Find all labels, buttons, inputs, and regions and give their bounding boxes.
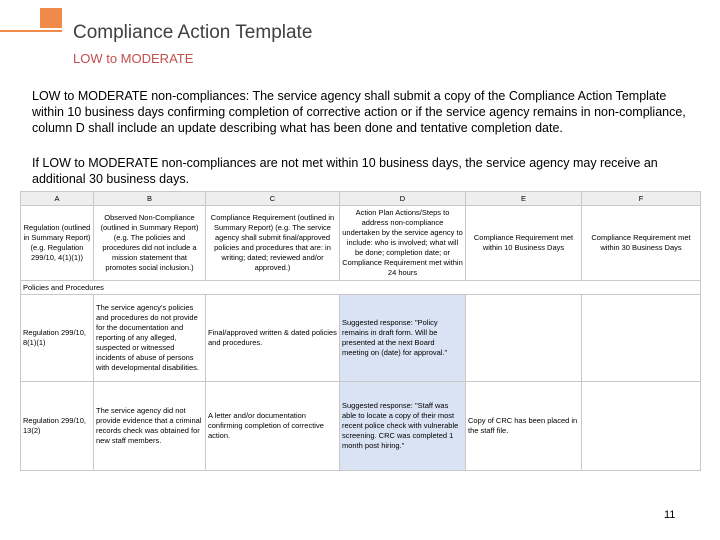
- section-label: Policies and Procedures: [21, 281, 701, 295]
- column-letter: B: [94, 192, 206, 206]
- cell-observed: The service agency did not provide evidence that a criminal records check was obtained for new staff members.: [94, 382, 206, 471]
- cell-action-plan[interactable]: Suggested response: "Policy remains in draft form. Will be presented at the next Board meeting on (date) for approval.": [340, 295, 466, 382]
- column-letter-row: [21, 192, 701, 206]
- cell-met-30-days[interactable]: [582, 295, 701, 382]
- column-letter: C: [206, 192, 340, 206]
- cell-met-10-days[interactable]: Copy of CRC has been placed in the staff file.: [466, 382, 582, 471]
- header-observed-non-compliance: Observed Non-Compliance (outlined in Summary Report) (e.g. The policies and procedures did not include a mission statement that promotes social inclusion.): [94, 206, 206, 281]
- accent-line: [0, 30, 62, 32]
- cell-met-30-days[interactable]: [582, 382, 701, 471]
- section-row: [21, 281, 701, 295]
- cell-met-10-days[interactable]: [466, 295, 582, 382]
- header-regulation: Regulation (outlined in Summary Report) (e.g. Regulation 299/10, 4(1)(1)): [21, 206, 94, 281]
- cell-requirement: Final/approved written & dated policies and procedures.: [206, 295, 340, 382]
- header-met-30-days: Compliance Requirement met within 30 Business Days: [582, 206, 701, 281]
- cell-action-plan[interactable]: Suggested response: "Staff was able to locate a copy of their most recent police check with vulnerable screening. CRC was completed 1 month post hiring.": [340, 382, 466, 471]
- header-action-plan: Action Plan Actions/Steps to address non-compliance undertaken by the service agency to include: who is involved; what will be done; completion date; or Compliance Requirement met within 24 hours: [340, 206, 466, 281]
- compliance-action-table: [20, 191, 701, 471]
- cell-regulation: Regulation 299/10, 13(2): [21, 382, 94, 471]
- page-subtitle: LOW to MODERATE: [73, 51, 194, 66]
- table-row: [21, 382, 701, 471]
- column-letter: E: [466, 192, 582, 206]
- cell-requirement: A letter and/or documentation confirming completion of corrective action.: [206, 382, 340, 471]
- column-letter: D: [340, 192, 466, 206]
- column-letter: A: [21, 192, 94, 206]
- intro-paragraph-1: LOW to MODERATE non-compliances: The service agency shall submit a copy of the Compliance Action Template within 10 business days confirming completion of corrective action or if the service agency remains in non-compliance, column D shall include an update describing what has been done and tentative completion date.: [32, 89, 686, 135]
- header-row: [21, 206, 701, 281]
- intro-paragraph-2: If LOW to MODERATE non-compliances are not met within 10 business days, the service agency may receive an additional 30 business days.: [32, 156, 658, 186]
- page-title: Compliance Action Template: [73, 22, 313, 43]
- column-letter: F: [582, 192, 701, 206]
- header-compliance-requirement: Compliance Requirement (outlined in Summary Report) (e.g. The service agency shall submit final/approved policies and procedures that are: in writing; dated; reviewed and/or approved.): [206, 206, 340, 281]
- header-met-10-days: Compliance Requirement met within 10 Business Days: [466, 206, 582, 281]
- cell-observed: The service agency's policies and procedures do not provide for the documentation and reporting of any alleged, suspected or witnessed incidents of abuse of persons with developmental disabilities.: [94, 295, 206, 382]
- cell-regulation: Regulation 299/10, 8(1)(1): [21, 295, 94, 382]
- table-row: [21, 295, 701, 382]
- page-number: 11: [664, 509, 676, 521]
- accent-block: [40, 8, 62, 28]
